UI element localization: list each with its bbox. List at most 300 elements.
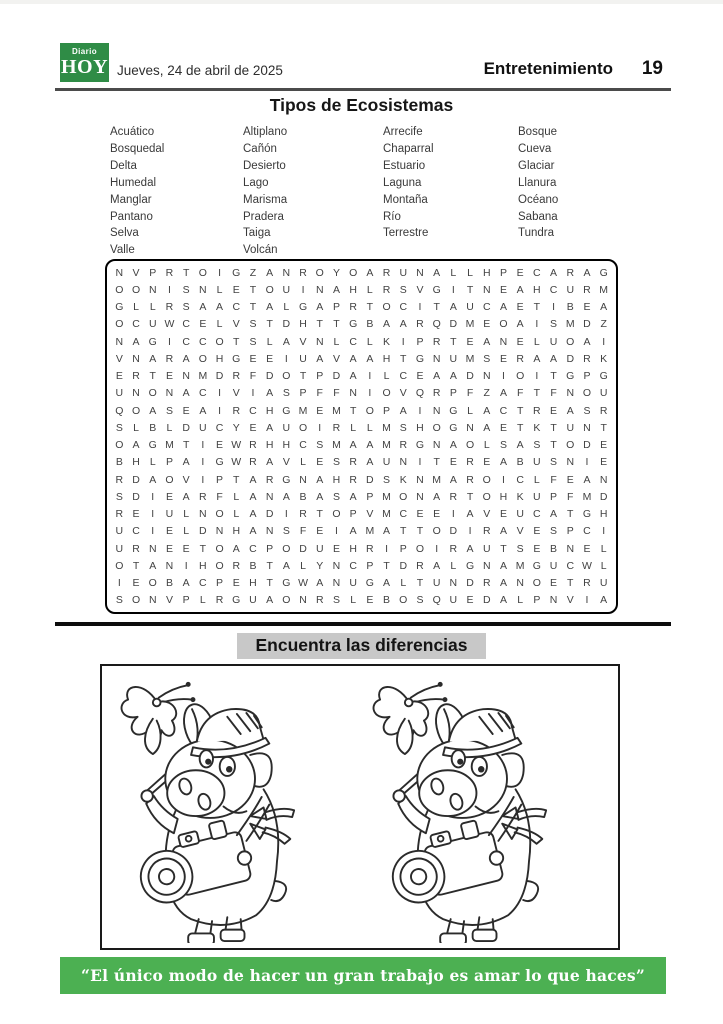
grid-cell: E: [249, 421, 257, 434]
grid-cell: A: [399, 318, 407, 331]
grid-cell: V: [115, 352, 123, 365]
grid-cell: U: [115, 525, 124, 538]
grid-cell: A: [550, 266, 558, 279]
grid-cell: A: [266, 456, 274, 469]
grid-cell: V: [282, 456, 290, 469]
grid-cell: N: [165, 387, 174, 400]
grid-cell: U: [549, 559, 558, 572]
differences-image-box: [100, 664, 620, 950]
grid-cell: N: [432, 439, 441, 452]
grid-cell: O: [265, 283, 274, 296]
grid-cell: S: [182, 283, 190, 296]
grid-cell: A: [349, 490, 357, 503]
grid-cell: Q: [432, 318, 441, 331]
grid-cell: Y: [332, 266, 340, 279]
grid-cell: E: [466, 594, 474, 607]
grid-cell: H: [382, 352, 391, 365]
grid-cell: D: [599, 490, 608, 503]
word-item: Pantano: [110, 210, 153, 223]
grid-cell: N: [399, 456, 408, 469]
grid-cell: S: [316, 439, 324, 452]
grid-cell: G: [215, 456, 224, 469]
grid-cell: I: [602, 525, 606, 538]
grid-cell: L: [600, 559, 607, 572]
grid-cell: A: [282, 335, 290, 348]
grid-cell: R: [115, 473, 124, 486]
grid-cell: N: [482, 283, 491, 296]
grid-cell: C: [499, 404, 508, 417]
grid-cell: A: [149, 404, 157, 417]
grid-cell: M: [198, 370, 208, 383]
grid-cell: A: [266, 421, 274, 434]
grid-cell: A: [332, 283, 340, 296]
grid-cell: A: [316, 352, 324, 365]
grid-cell: O: [415, 542, 425, 555]
grid-cell: C: [249, 404, 257, 417]
grid-cell: G: [232, 594, 241, 607]
grid-cell: A: [149, 352, 157, 365]
grid-cell: O: [215, 335, 224, 348]
word-item: Volcán: [243, 244, 278, 257]
grid-cell: T: [433, 301, 440, 314]
grid-cell: R: [583, 283, 591, 296]
grid-cell: A: [232, 542, 240, 555]
word-item: Tundra: [518, 227, 555, 240]
grid-row: [111, 575, 612, 592]
grid-cell: O: [198, 266, 207, 279]
grid-cell: E: [316, 456, 324, 469]
grid-cell: E: [182, 404, 190, 417]
grid-cell: I: [284, 352, 288, 365]
grid-row: [111, 368, 612, 385]
grid-cell: U: [165, 508, 174, 521]
word-item: Arrecife: [383, 126, 423, 138]
grid-cell: S: [383, 473, 391, 486]
grid-cell: O: [432, 525, 441, 538]
grid-cell: P: [149, 266, 157, 279]
grid-cell: A: [266, 594, 274, 607]
grid-cell: N: [332, 577, 341, 590]
grid-cell: E: [600, 439, 608, 452]
grid-cell: R: [432, 335, 441, 348]
grid-cell: T: [266, 559, 273, 572]
grid-cell: C: [349, 335, 357, 348]
grid-cell: H: [199, 559, 207, 572]
grid-cell: M: [332, 404, 341, 417]
grid-cell: U: [516, 508, 524, 521]
grid-cell: P: [533, 594, 541, 607]
grid-cell: C: [566, 559, 575, 572]
grid-cell: K: [600, 352, 608, 365]
word-item: Río: [383, 210, 401, 223]
grid-cell: E: [583, 301, 591, 314]
grid-cell: T: [466, 490, 474, 503]
grid-cell: E: [132, 577, 140, 590]
grid-cell: S: [165, 404, 173, 417]
grid-cell: A: [199, 301, 207, 314]
grid-cell: M: [382, 421, 391, 434]
grid-cell: C: [549, 283, 558, 296]
grid-cell: O: [382, 301, 391, 314]
grid-cell: L: [366, 283, 373, 296]
grid-cell: H: [132, 456, 140, 469]
grid-cell: C: [182, 335, 190, 348]
grid-cell: A: [499, 525, 507, 538]
grid-cell: E: [516, 301, 524, 314]
grid-cell: W: [298, 577, 308, 590]
grid-cell: A: [182, 387, 190, 400]
grid-cell: H: [282, 439, 291, 452]
grid-row: [111, 454, 612, 471]
grid-cell: F: [550, 387, 557, 400]
grid-cell: K: [399, 473, 407, 486]
grid-cell: N: [148, 594, 157, 607]
grid-cell: O: [298, 421, 308, 434]
grid-cell: T: [400, 525, 407, 538]
grid-cell: I: [184, 559, 188, 572]
grid-cell: T: [567, 508, 574, 521]
grid-cell: E: [533, 525, 541, 538]
grid-cell: R: [466, 473, 474, 486]
grid-cell: L: [366, 335, 373, 348]
grid-cell: R: [199, 490, 207, 503]
grid-cell: L: [333, 335, 340, 348]
grid-cell: R: [449, 490, 458, 503]
grid-cell: T: [450, 335, 457, 348]
grid-cell: R: [132, 370, 140, 383]
grid-cell: N: [199, 508, 207, 521]
grid-cell: D: [583, 439, 591, 452]
grid-cell: A: [182, 577, 190, 590]
grid-cell: T: [182, 266, 190, 279]
logo-top-text: Diario: [71, 47, 98, 56]
grid-cell: T: [249, 283, 257, 296]
grid-cell: R: [566, 266, 575, 279]
grid-cell: D: [466, 370, 474, 383]
word-item: Estuario: [383, 159, 426, 172]
grid-cell: T: [516, 404, 524, 417]
grid-cell: N: [115, 266, 124, 279]
grid-cell: B: [249, 559, 257, 572]
page-header: [57, 40, 669, 84]
grid-cell: C: [232, 301, 241, 314]
grid-cell: I: [284, 508, 288, 521]
grid-cell: E: [182, 542, 190, 555]
grid-cell: I: [167, 283, 171, 296]
grid-cell: W: [164, 318, 175, 331]
grid-cell: N: [282, 266, 291, 279]
grid-cell: D: [299, 542, 307, 555]
grid-cell: R: [366, 542, 374, 555]
grid-cell: T: [533, 387, 541, 400]
grid-cell: R: [466, 456, 474, 469]
word-list: [110, 124, 620, 259]
grid-cell: U: [482, 542, 491, 555]
grid-cell: E: [316, 525, 324, 538]
grid-cell: A: [533, 352, 541, 365]
grid-cell: U: [382, 456, 391, 469]
grid-cell: I: [201, 456, 205, 469]
grid-cell: C: [533, 508, 541, 521]
grid-cell: M: [582, 490, 592, 503]
grid-cell: R: [299, 508, 307, 521]
grid-cell: A: [499, 594, 507, 607]
grid-cell: O: [382, 387, 391, 400]
grid-cell: M: [382, 490, 391, 503]
grid-cell: E: [449, 456, 457, 469]
word-item: Glaciar: [518, 159, 555, 172]
grid-cell: H: [499, 490, 508, 503]
grid-cell: R: [583, 577, 591, 590]
newspaper-page: [0, 4, 723, 1024]
header-divider: [55, 88, 671, 91]
grid-cell: O: [582, 387, 592, 400]
grid-cell: L: [366, 421, 373, 434]
grid-cell: I: [301, 283, 305, 296]
word-item: Humedal: [110, 176, 157, 189]
word-item: Pradera: [243, 210, 284, 223]
grid-cell: P: [349, 508, 357, 521]
grid-cell: O: [332, 508, 341, 521]
grid-cell: C: [249, 542, 257, 555]
grid-cell: Y: [316, 559, 324, 572]
grid-cell: N: [449, 577, 458, 590]
grid-cell: U: [599, 577, 608, 590]
grid-cell: I: [468, 525, 472, 538]
grid-cell: U: [566, 421, 575, 434]
word-item: Delta: [110, 159, 137, 172]
wordsearch-title: Tipos de Ecosistemas: [269, 95, 454, 115]
grid-cell: G: [148, 335, 157, 348]
grid-cell: N: [566, 387, 575, 400]
grid-cell: I: [501, 473, 505, 486]
grid-cell: G: [566, 370, 575, 383]
grid-cell: T: [266, 577, 273, 590]
grid-cell: C: [215, 421, 224, 434]
grid-cell: P: [266, 542, 274, 555]
grid-cell: A: [433, 490, 441, 503]
grid-cell: G: [282, 577, 291, 590]
grid-cell: N: [466, 421, 474, 434]
grid-cell: M: [165, 439, 174, 452]
word-item: Lago: [243, 176, 269, 189]
grid-cell: A: [499, 301, 507, 314]
grid-cell: I: [218, 266, 221, 279]
grid-cell: D: [583, 318, 591, 331]
grid-cell: C: [583, 525, 591, 538]
grid-cell: N: [566, 542, 575, 555]
grid-cell: B: [383, 594, 391, 607]
grid-cell: N: [332, 559, 341, 572]
grid-cell: C: [349, 559, 357, 572]
grid-cell: I: [368, 387, 372, 400]
grid-cell: V: [516, 525, 524, 538]
grid-cell: S: [332, 594, 340, 607]
grid-cell: E: [216, 439, 224, 452]
grid-cell: L: [383, 370, 390, 383]
grid-cell: D: [282, 318, 291, 331]
grid-cell: I: [418, 456, 422, 469]
grid-cell: S: [399, 421, 407, 434]
grid-cell: G: [449, 404, 458, 417]
grid-cell: U: [349, 577, 357, 590]
grid-cell: A: [266, 266, 274, 279]
grid-cell: N: [299, 594, 307, 607]
grid-cell: R: [599, 404, 608, 417]
grid-cell: M: [565, 318, 575, 331]
grid-cell: S: [182, 301, 190, 314]
section-title: Entretenimiento: [483, 59, 613, 78]
grid-cell: I: [552, 301, 555, 314]
grid-cell: N: [299, 473, 307, 486]
grid-cell: A: [182, 352, 190, 365]
grid-cell: R: [349, 473, 357, 486]
word-item: Altiplano: [243, 126, 288, 138]
grid-cell: P: [316, 370, 324, 383]
grid-cell: K: [533, 421, 541, 434]
grid-cell: T: [333, 318, 340, 331]
grid-cell: E: [533, 542, 541, 555]
grid-cell: A: [282, 559, 290, 572]
grid-cell: T: [600, 421, 607, 434]
grid-cell: U: [466, 301, 474, 314]
grid-cell: E: [499, 283, 507, 296]
word-item: Manglar: [110, 193, 152, 206]
word-item: Bosquedal: [110, 142, 165, 155]
grid-cell: D: [399, 559, 408, 572]
grid-cell: E: [466, 335, 474, 348]
grid-row: [111, 264, 612, 281]
grid-cell: H: [299, 318, 307, 331]
grid-cell: V: [165, 594, 173, 607]
grid-cell: P: [216, 577, 224, 590]
grid-cell: L: [483, 439, 490, 452]
wordsearch-grid[interactable]: [105, 259, 618, 614]
grid-cell: E: [232, 283, 240, 296]
grid-cell: E: [316, 404, 324, 417]
grid-row: [111, 281, 612, 298]
grid-cell: I: [334, 525, 338, 538]
grid-cell: T: [249, 301, 257, 314]
grid-cell: E: [550, 404, 558, 417]
grid-cell: A: [366, 352, 374, 365]
grid-cell: H: [349, 542, 357, 555]
grid-cell: A: [449, 473, 457, 486]
grid-cell: O: [115, 439, 124, 452]
word-item: Terrestre: [383, 227, 429, 240]
grid-cell: A: [516, 318, 524, 331]
grid-cell: H: [265, 404, 274, 417]
grid-cell: G: [282, 473, 291, 486]
grid-cell: I: [117, 577, 121, 590]
grid-cell: U: [148, 318, 157, 331]
grid-cell: E: [550, 577, 558, 590]
grid-cell: R: [299, 266, 307, 279]
grid-cell: T: [400, 352, 407, 365]
grid-cell: G: [532, 559, 541, 572]
grid-cell: E: [165, 490, 173, 503]
grid-row: [111, 488, 612, 505]
grid-cell: Q: [432, 594, 441, 607]
grid-cell: E: [199, 318, 207, 331]
grid-cell: T: [550, 439, 557, 452]
grid-cell: A: [483, 335, 491, 348]
grid-cell: P: [399, 542, 407, 555]
grid-cell: P: [550, 490, 558, 503]
grid-cell: R: [533, 404, 541, 417]
grid-cell: H: [215, 352, 224, 365]
grid-cell: N: [315, 283, 324, 296]
grid-cell: R: [315, 594, 324, 607]
grid-cell: H: [599, 508, 608, 521]
grid-cell: A: [249, 490, 257, 503]
grid-cell: O: [349, 266, 358, 279]
grid-cell: R: [165, 352, 174, 365]
grid-cell: K: [516, 490, 524, 503]
grid-cell: E: [516, 335, 524, 348]
grid-cell: R: [215, 594, 224, 607]
grid-cell: F: [249, 370, 257, 383]
grid-cell: E: [600, 456, 608, 469]
grid-cell: O: [365, 404, 374, 417]
grid-cell: D: [332, 370, 341, 383]
grid-cell: D: [366, 473, 374, 486]
grid-cell: F: [299, 525, 307, 538]
grid-cell: N: [199, 283, 207, 296]
grid-cell: L: [183, 508, 190, 521]
grid-row: [111, 557, 612, 574]
grid-cell: L: [166, 421, 173, 434]
grid-cell: G: [599, 266, 608, 279]
grid-cell: M: [382, 508, 391, 521]
grid-cell: N: [583, 421, 591, 434]
grid-cell: T: [416, 577, 424, 590]
grid-cell: U: [299, 352, 307, 365]
grid-cell: R: [265, 473, 274, 486]
word-item: Cañón: [243, 142, 277, 155]
grid-cell: A: [600, 301, 608, 314]
grid-cell: R: [165, 301, 174, 314]
grid-cell: M: [515, 559, 525, 572]
grid-cell: A: [132, 439, 140, 452]
grid-cell: P: [182, 594, 190, 607]
grid-cell: U: [249, 594, 257, 607]
grid-cell: V: [182, 473, 190, 486]
grid-cell: N: [416, 490, 424, 503]
grid-cell: N: [265, 490, 274, 503]
grid-cell: R: [165, 266, 174, 279]
grid-cell: I: [151, 508, 155, 521]
grid-cell: E: [366, 594, 374, 607]
grid-cell: L: [300, 559, 306, 572]
grid-cell: E: [499, 352, 507, 365]
grid-cell: H: [349, 283, 357, 296]
grid-cell: D: [132, 490, 140, 503]
grid-cell: H: [416, 421, 424, 434]
grid-cell: S: [332, 456, 340, 469]
grid-cell: A: [266, 387, 274, 400]
grid-cell: U: [432, 577, 441, 590]
grid-cell: C: [132, 525, 140, 538]
grid-cell: U: [566, 283, 575, 296]
grid-cell: G: [148, 439, 157, 452]
grid-cell: A: [499, 559, 507, 572]
grid-cell: R: [249, 456, 257, 469]
grid-cell: V: [332, 352, 340, 365]
grid-cell: U: [599, 387, 608, 400]
grid-cell: D: [482, 594, 491, 607]
grid-row: [111, 592, 612, 609]
